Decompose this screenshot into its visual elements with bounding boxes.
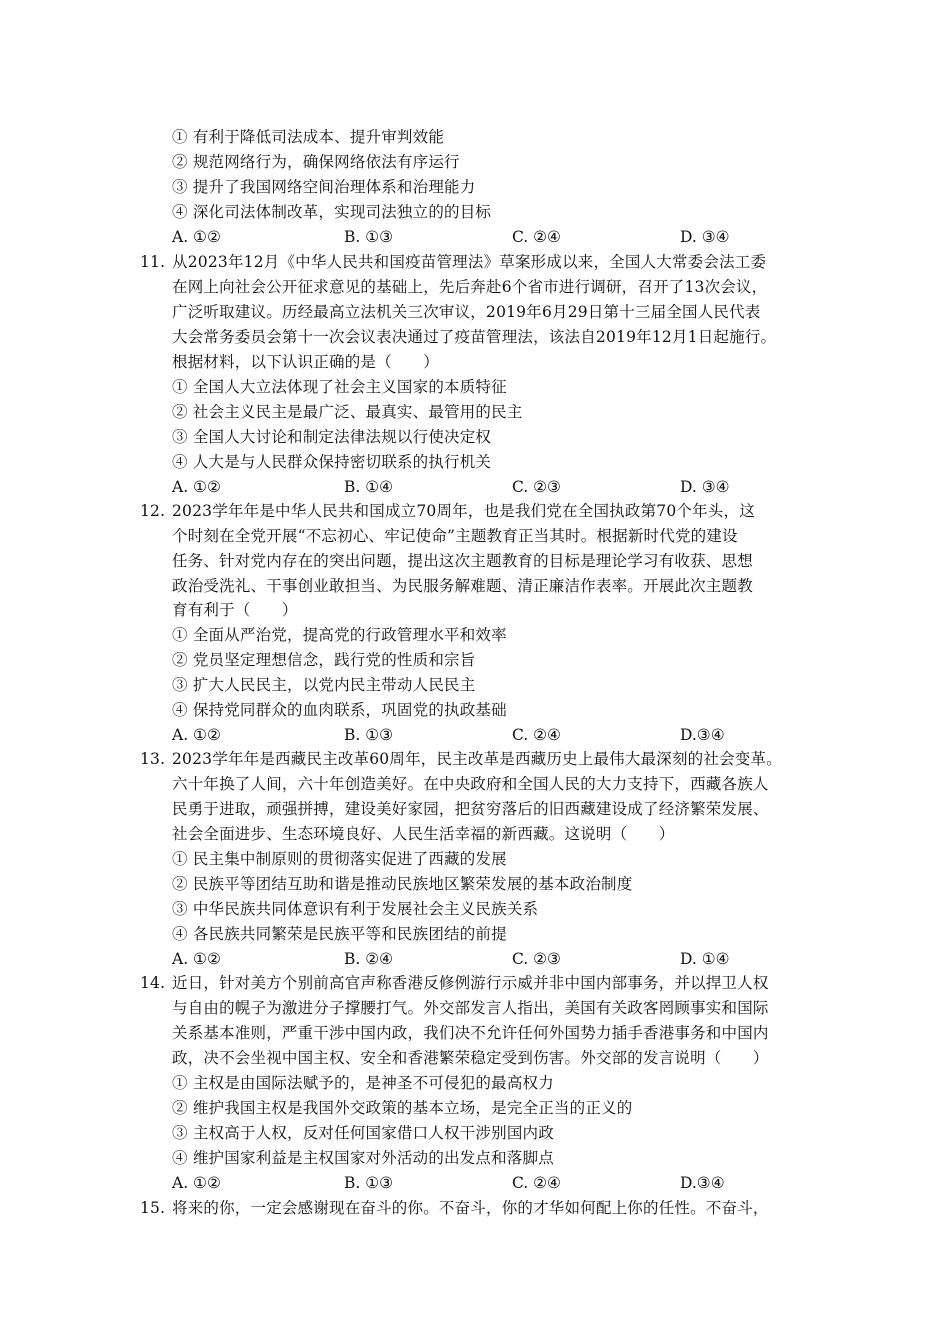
q14-choice-c: C. ②④ bbox=[512, 1174, 561, 1192]
q14-option-3: ③ 主权高于人权，反对任何国家借口人权干涉别国内政 bbox=[172, 1124, 554, 1142]
q11-option-4: ④ 人大是与人民群众保持密切联系的执行机关 bbox=[172, 453, 492, 471]
q14-number: 14. bbox=[140, 974, 166, 992]
q13-option-2: ② 民族平等团结互助和谐是推动民族地区繁荣发展的基本政治制度 bbox=[172, 875, 633, 893]
q10-choice-a: A. ①② bbox=[172, 228, 221, 246]
q12-number: 12. bbox=[140, 502, 166, 520]
q12-option-2: ② 党员坚定理想信念，践行党的性质和宗旨 bbox=[172, 651, 476, 669]
q12-stem-line-3: 任务、针对党内存在的突出问题，提出这次主题教育的目标是理论学习有收获、思想 bbox=[172, 552, 753, 570]
q13-option-3: ③ 中华民族共同体意识有利于发展社会主义民族关系 bbox=[172, 900, 539, 918]
q12-choice-a: A. ①② bbox=[172, 726, 221, 744]
q10-choices bbox=[172, 226, 772, 248]
q11-stem-line-2: 在网上向社会公开征求意见的基础上，先后奔赴6个省市进行调研，召开了13次会议， bbox=[172, 278, 768, 296]
q10-choice-c: C. ②④ bbox=[512, 228, 561, 246]
q14-option-1: ① 主权是由国际法赋予的，是神圣不可侵犯的最高权力 bbox=[172, 1074, 554, 1092]
q13-option-4: ④ 各民族共同繁荣是民族平等和民族团结的前提 bbox=[172, 925, 507, 943]
q14-stem-line-2: 与自由的幌子为激进分子撑腰打气。外交部发言人指出，美国有关政客罔顾事实和国际 bbox=[172, 999, 769, 1017]
q12-choice-c: C. ②④ bbox=[512, 726, 561, 744]
q12-stem-line-4: 政治受洗礼、干事创业敢担当、为民服务解难题、清正廉洁作表率。开展此次主题教 bbox=[172, 577, 753, 595]
q13-choice-a: A. ①② bbox=[172, 950, 221, 968]
q11-option-1: ① 全国人大立法体现了社会主义国家的本质特征 bbox=[172, 378, 507, 396]
q13-stem-line-1: 13. 2023学年年是西藏民主改革60周年，民主改革是西藏历史上最伟大最深刻的社会变革。 bbox=[140, 750, 782, 768]
q10-choice-b: B. ①③ bbox=[344, 228, 394, 246]
q10-option-4: ④ 深化司法体制改革，实现司法独立的的目标 bbox=[172, 203, 492, 221]
q11-choice-a: A. ①② bbox=[172, 478, 221, 496]
q13-option-1: ① 民主集中制原则的贯彻落实促进了西藏的发展 bbox=[172, 850, 507, 868]
q14-option-4: ④ 维护国家利益是主权国家对外活动的出发点和落脚点 bbox=[172, 1149, 554, 1167]
q13-stem-line-2: 六十年换了人间，六十年创造美好。在中央政府和全国人民的大力支持下，西藏各族人 bbox=[172, 775, 769, 793]
q13-choices bbox=[172, 948, 772, 970]
q12-stem-line-5: 育有利于（ ） bbox=[172, 601, 298, 619]
q13-stem-line-3: 民勇于进取，顽强拼搏，建设美好家园，把贫穷落后的旧西藏建设成了经济繁荣发展、 bbox=[172, 800, 769, 818]
q13-choice-b: B. ②④ bbox=[344, 950, 394, 968]
q10-choice-d: D. ③④ bbox=[680, 228, 730, 246]
q14-stem-line-1: 14. 近日，针对美方个别前高官声称香港反修例游行示威并非中国内部事务，并以捍卫人权 bbox=[140, 974, 769, 992]
q11-stem-line-4: 大会常务委员会第十一次会议表决通过了疫苗管理法，该法自2019年12月1日起施行。 bbox=[172, 328, 777, 346]
q13-choice-c: C. ②③ bbox=[512, 950, 561, 968]
q10-option-2: ② 规范网络行为，确保网络依法有序运行 bbox=[172, 153, 460, 171]
q12-choice-d: D.③④ bbox=[680, 726, 725, 744]
q15-stem-line-1: 15. 将来的你，一定会感谢现在奋斗的你。不奋斗，你的才华如何配上你的任性。不奋斗， bbox=[140, 1199, 769, 1217]
q13-stem-line-4: 社会全面进步、生态环境良好、人民生活幸福的新西藏。这说明（ ） bbox=[172, 825, 675, 843]
q10-option-1: ① 有利于降低司法成本、提升审判效能 bbox=[172, 128, 445, 146]
q11-number: 11. bbox=[140, 253, 166, 271]
q14-choice-b: B. ①③ bbox=[344, 1174, 394, 1192]
q12-option-1: ① 全面从严治党，提高党的行政管理水平和效率 bbox=[172, 626, 507, 644]
q14-stem-line-3: 关系基本准则，严重干涉中国内政，我们决不允许任何外国势力插手香港事务和中国内 bbox=[172, 1024, 769, 1042]
q11-stem-line-5: 根据材料，以下认识正确的是（ ） bbox=[172, 353, 439, 371]
q11-choices bbox=[172, 476, 772, 498]
q12-choices bbox=[172, 724, 772, 746]
q14-stem-line-4: 政，决不会坐视中国主权、安全和香港繁荣稳定受到伤害。外交部的发言说明（ ） bbox=[172, 1049, 769, 1067]
q11-option-2: ② 社会主义民主是最广泛、最真实、最管用的民主 bbox=[172, 403, 523, 421]
q10-option-3: ③ 提升了我国网络空间治理体系和治理能力 bbox=[172, 178, 476, 196]
q13-number: 13. bbox=[140, 750, 166, 768]
q11-stem-line-1: 11. 从2023年12月《中华人民共和国疫苗管理法》草案形成以来，全国人大常委会法工委 bbox=[140, 253, 767, 271]
q12-option-3: ③ 扩大人民民主，以党内民主带动人民民主 bbox=[172, 676, 476, 694]
q11-stem-line-3: 广泛听取建议。历经最高立法机关三次审议，2019年6月29日第十三届全国人民代表 bbox=[172, 303, 761, 321]
q11-choice-c: C. ②③ bbox=[512, 478, 561, 496]
q11-option-3: ③ 全国人大讨论和制定法律法规以行使决定权 bbox=[172, 428, 492, 446]
q13-choice-d: D. ①④ bbox=[680, 950, 730, 968]
q11-choice-b: B. ①④ bbox=[344, 478, 394, 496]
q12-option-4: ④ 保持党同群众的血肉联系，巩固党的执政基础 bbox=[172, 701, 507, 719]
q12-choice-b: B. ①③ bbox=[344, 726, 394, 744]
q14-choice-a: A. ①② bbox=[172, 1174, 221, 1192]
q12-stem-line-1: 12. 2023学年年是中华人民共和国成立70周年，也是我们党在全国执政第70个年头，这 bbox=[140, 502, 755, 520]
q12-stem-line-2: 个时刻在全党开展“不忘初心、牢记使命”主题教育正当其时。根据新时代党的建设 bbox=[172, 527, 738, 545]
q14-choice-d: D.③④ bbox=[680, 1174, 725, 1192]
q11-choice-d: D. ③④ bbox=[680, 478, 730, 496]
q14-option-2: ② 维护我国主权是我国外交政策的基本立场，是完全正当的正义的 bbox=[172, 1099, 633, 1117]
q14-choices bbox=[172, 1172, 772, 1194]
q15-number: 15. bbox=[140, 1199, 166, 1217]
